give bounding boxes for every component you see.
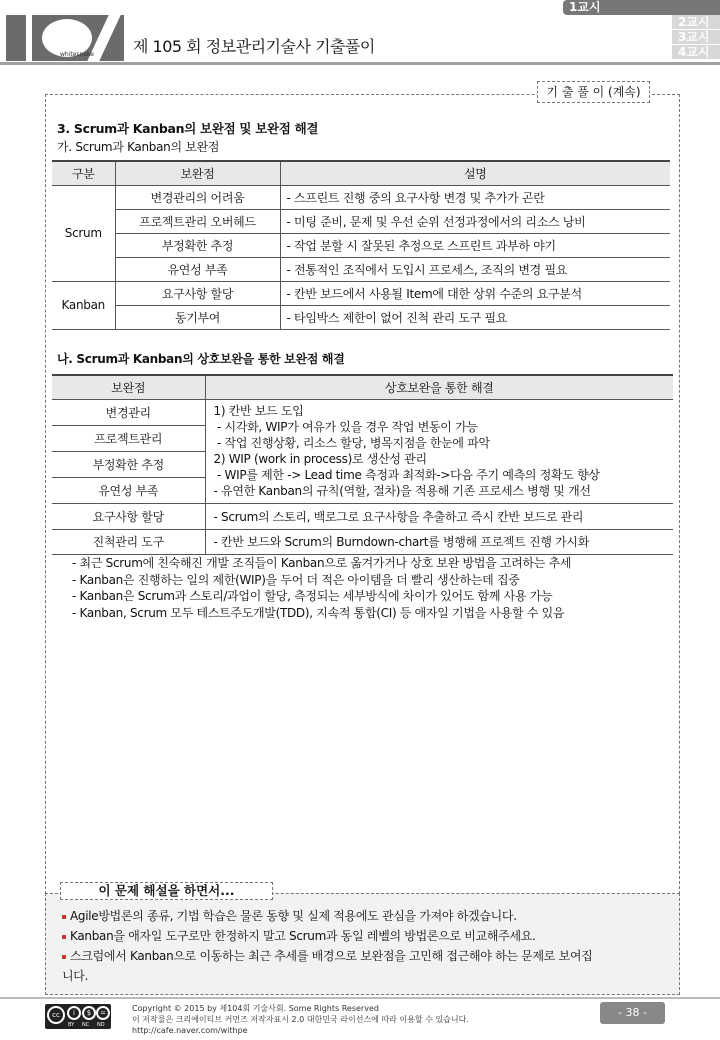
solution-line: 1) 칸반 보드 도입	[213, 404, 304, 418]
commentary-label: 이 문제 해설을 하면서...	[60, 882, 273, 900]
bullet-item: - 최근 Scrum에 친숙해진 개발 조직들이 Kanban으로 옮겨가거나 상호 보완 방법을 고려하는 추세	[72, 556, 572, 570]
point-cell: 진척관리 도구	[52, 529, 205, 554]
weakness-table	[52, 160, 670, 330]
desc-cell: - 작업 분할 시 잘못된 추정으로 스프린트 과부하 야기	[280, 233, 670, 257]
tab-session-1[interactable]: 1교시	[563, 0, 720, 15]
merged-solution-cell	[205, 399, 673, 503]
table-row	[52, 233, 670, 257]
table-row	[52, 529, 673, 554]
logo-text: whitesnake	[60, 51, 94, 58]
table-row	[52, 257, 670, 281]
page-number: - 38 -	[600, 1002, 665, 1024]
col-header: 구분	[52, 161, 115, 185]
bullet-item: - Kanban은 Scrum과 스토리/과업이 할당, 측정되는 세부방식에 차이가 있어도 함께 사용 가능	[72, 589, 553, 603]
commentary-box	[45, 893, 680, 995]
solution-line: - 시각화, WIP가 여유가 있을 경우 작업 변동이 가능	[213, 420, 478, 434]
solution-cell: - 칸반 보드와 Scrum의 Burndown-chart를 병행해 프로젝트 진행 가시화	[205, 529, 673, 554]
table-row	[52, 185, 670, 209]
cc-license-icon: cc i $ = BY NC ND	[45, 1004, 111, 1029]
group-cell: Kanban	[52, 281, 115, 329]
point-cell: 유연성 부족	[115, 257, 280, 281]
col-header: 보완점	[115, 161, 280, 185]
solution-cell: - Scrum의 스토리, 백로그로 요구사항을 추출하고 즉시 칸반 보드로 관리	[205, 503, 673, 529]
point-cell: 프로젝트관리	[52, 425, 205, 451]
point-cell: 요구사항 할당	[52, 503, 205, 529]
note-text: Kanban을 애자일 도구로만 한정하지 말고 Scrum과 동일 레벨의 방법론으로 비교해주세요.	[70, 929, 536, 943]
copyright: Copyright © 2015 by 제104회 기술사회. Some Rights Reserved	[132, 1004, 379, 1013]
point-cell: 요구사항 할당	[115, 281, 280, 305]
point-cell: 부정확한 추정	[52, 451, 205, 477]
solution-line: - 작업 진행상황, 리소스 할당, 병목지점을 한눈에 파악	[213, 436, 490, 450]
bullet-item: - Kanban은 진행하는 일의 제한(WIP)을 두어 더 적은 아이템을 더 빨리 생산하는데 집중	[72, 572, 520, 587]
logo	[6, 15, 124, 61]
point-cell: 부정확한 추정	[115, 233, 280, 257]
footer-link[interactable]: http://cafe.naver.com/withpe	[132, 1026, 248, 1035]
col-header: 보완점	[52, 375, 205, 399]
col-header: 설명	[280, 161, 670, 185]
group-cell: Scrum	[52, 185, 115, 281]
table-row	[52, 281, 670, 305]
solution-line: - 유연한 Kanban의 규칙(역할, 절차)을 적용해 기존 프로세스 병행 및 개선	[213, 484, 591, 498]
note-item	[62, 946, 602, 986]
table-row	[52, 209, 670, 233]
point-cell: 변경관리	[52, 399, 205, 425]
tab-session-4[interactable]: 4교시	[672, 45, 720, 59]
subheading-a: 가. Scrum과 Kanban의 보완점	[57, 140, 220, 154]
note-text: Agile방법론의 종류, 기법 학습은 물론 동향 및 실제 적용에도 관심을 가져야 하겠습니다.	[70, 909, 517, 923]
table-row	[52, 503, 673, 529]
tab-session-2[interactable]: 2교시	[672, 15, 720, 29]
footer-text	[132, 1003, 469, 1036]
section-label: 기 출 풀 이 (계속)	[537, 81, 650, 103]
desc-cell: - 전통적인 조직에서 도입시 프로세스, 조직의 변경 필요	[280, 257, 670, 281]
note-text: 스크럼에서 Kanban으로 이동하는 최근 추세를 배경으로 보완점을 고민해 접근해야 하는 문제로 보여집니다.	[62, 949, 593, 983]
table-row	[52, 305, 670, 329]
footer-divider	[0, 997, 720, 999]
license-text: 이 저작물은 크리에이티브 커먼즈 저작자표시 2.0 대한민국 라이선스에 따라 이용할 수 있습니다.	[132, 1015, 469, 1024]
desc-cell: - 칸반 보드에서 사용될 Item에 대한 상위 수준의 요구분석	[280, 281, 670, 305]
tab-session-3[interactable]: 3교시	[672, 30, 720, 44]
point-cell: 변경관리의 어려움	[115, 185, 280, 209]
point-cell: 유연성 부족	[52, 477, 205, 503]
page-title: 제 105 회 정보관리기술사 기출풀이	[133, 37, 375, 56]
table-row	[52, 399, 673, 425]
header-divider	[0, 62, 720, 65]
solution-line: 2) WIP (work in process)로 생산성 관리	[213, 452, 427, 466]
bullet-item: - Kanban, Scrum 모두 테스트주도개발(TDD), 지속적 통합(CI) 등 애자일 기법을 사용할 수 있음	[72, 605, 565, 620]
solution-table	[52, 374, 673, 555]
col-header: 상호보완을 통한 해결	[205, 375, 673, 399]
desc-cell: - 미팅 준비, 문제 및 우선 순위 선정과정에서의 리소스 낭비	[280, 209, 670, 233]
summary-bullets	[72, 555, 571, 621]
point-cell: 동기부여	[115, 305, 280, 329]
desc-cell: - 스프린트 진행 중의 요구사항 변경 및 추가가 곤란	[280, 185, 670, 209]
section-heading: 3. Scrum과 Kanban의 보완점 및 보완점 해결	[57, 121, 319, 136]
desc-cell: - 타임박스 제한이 없어 진척 관리 도구 필요	[280, 305, 670, 329]
note-item	[62, 926, 679, 946]
point-cell: 프로젝트관리 오버헤드	[115, 209, 280, 233]
solution-line: - WIP를 제한 -> Lead time 측정과 최적화->다음 주기 예측의 정확도 향상	[213, 468, 600, 482]
subheading-b: 나. Scrum과 Kanban의 상호보완을 통한 보완점 해결	[57, 352, 345, 366]
note-item	[62, 906, 679, 926]
